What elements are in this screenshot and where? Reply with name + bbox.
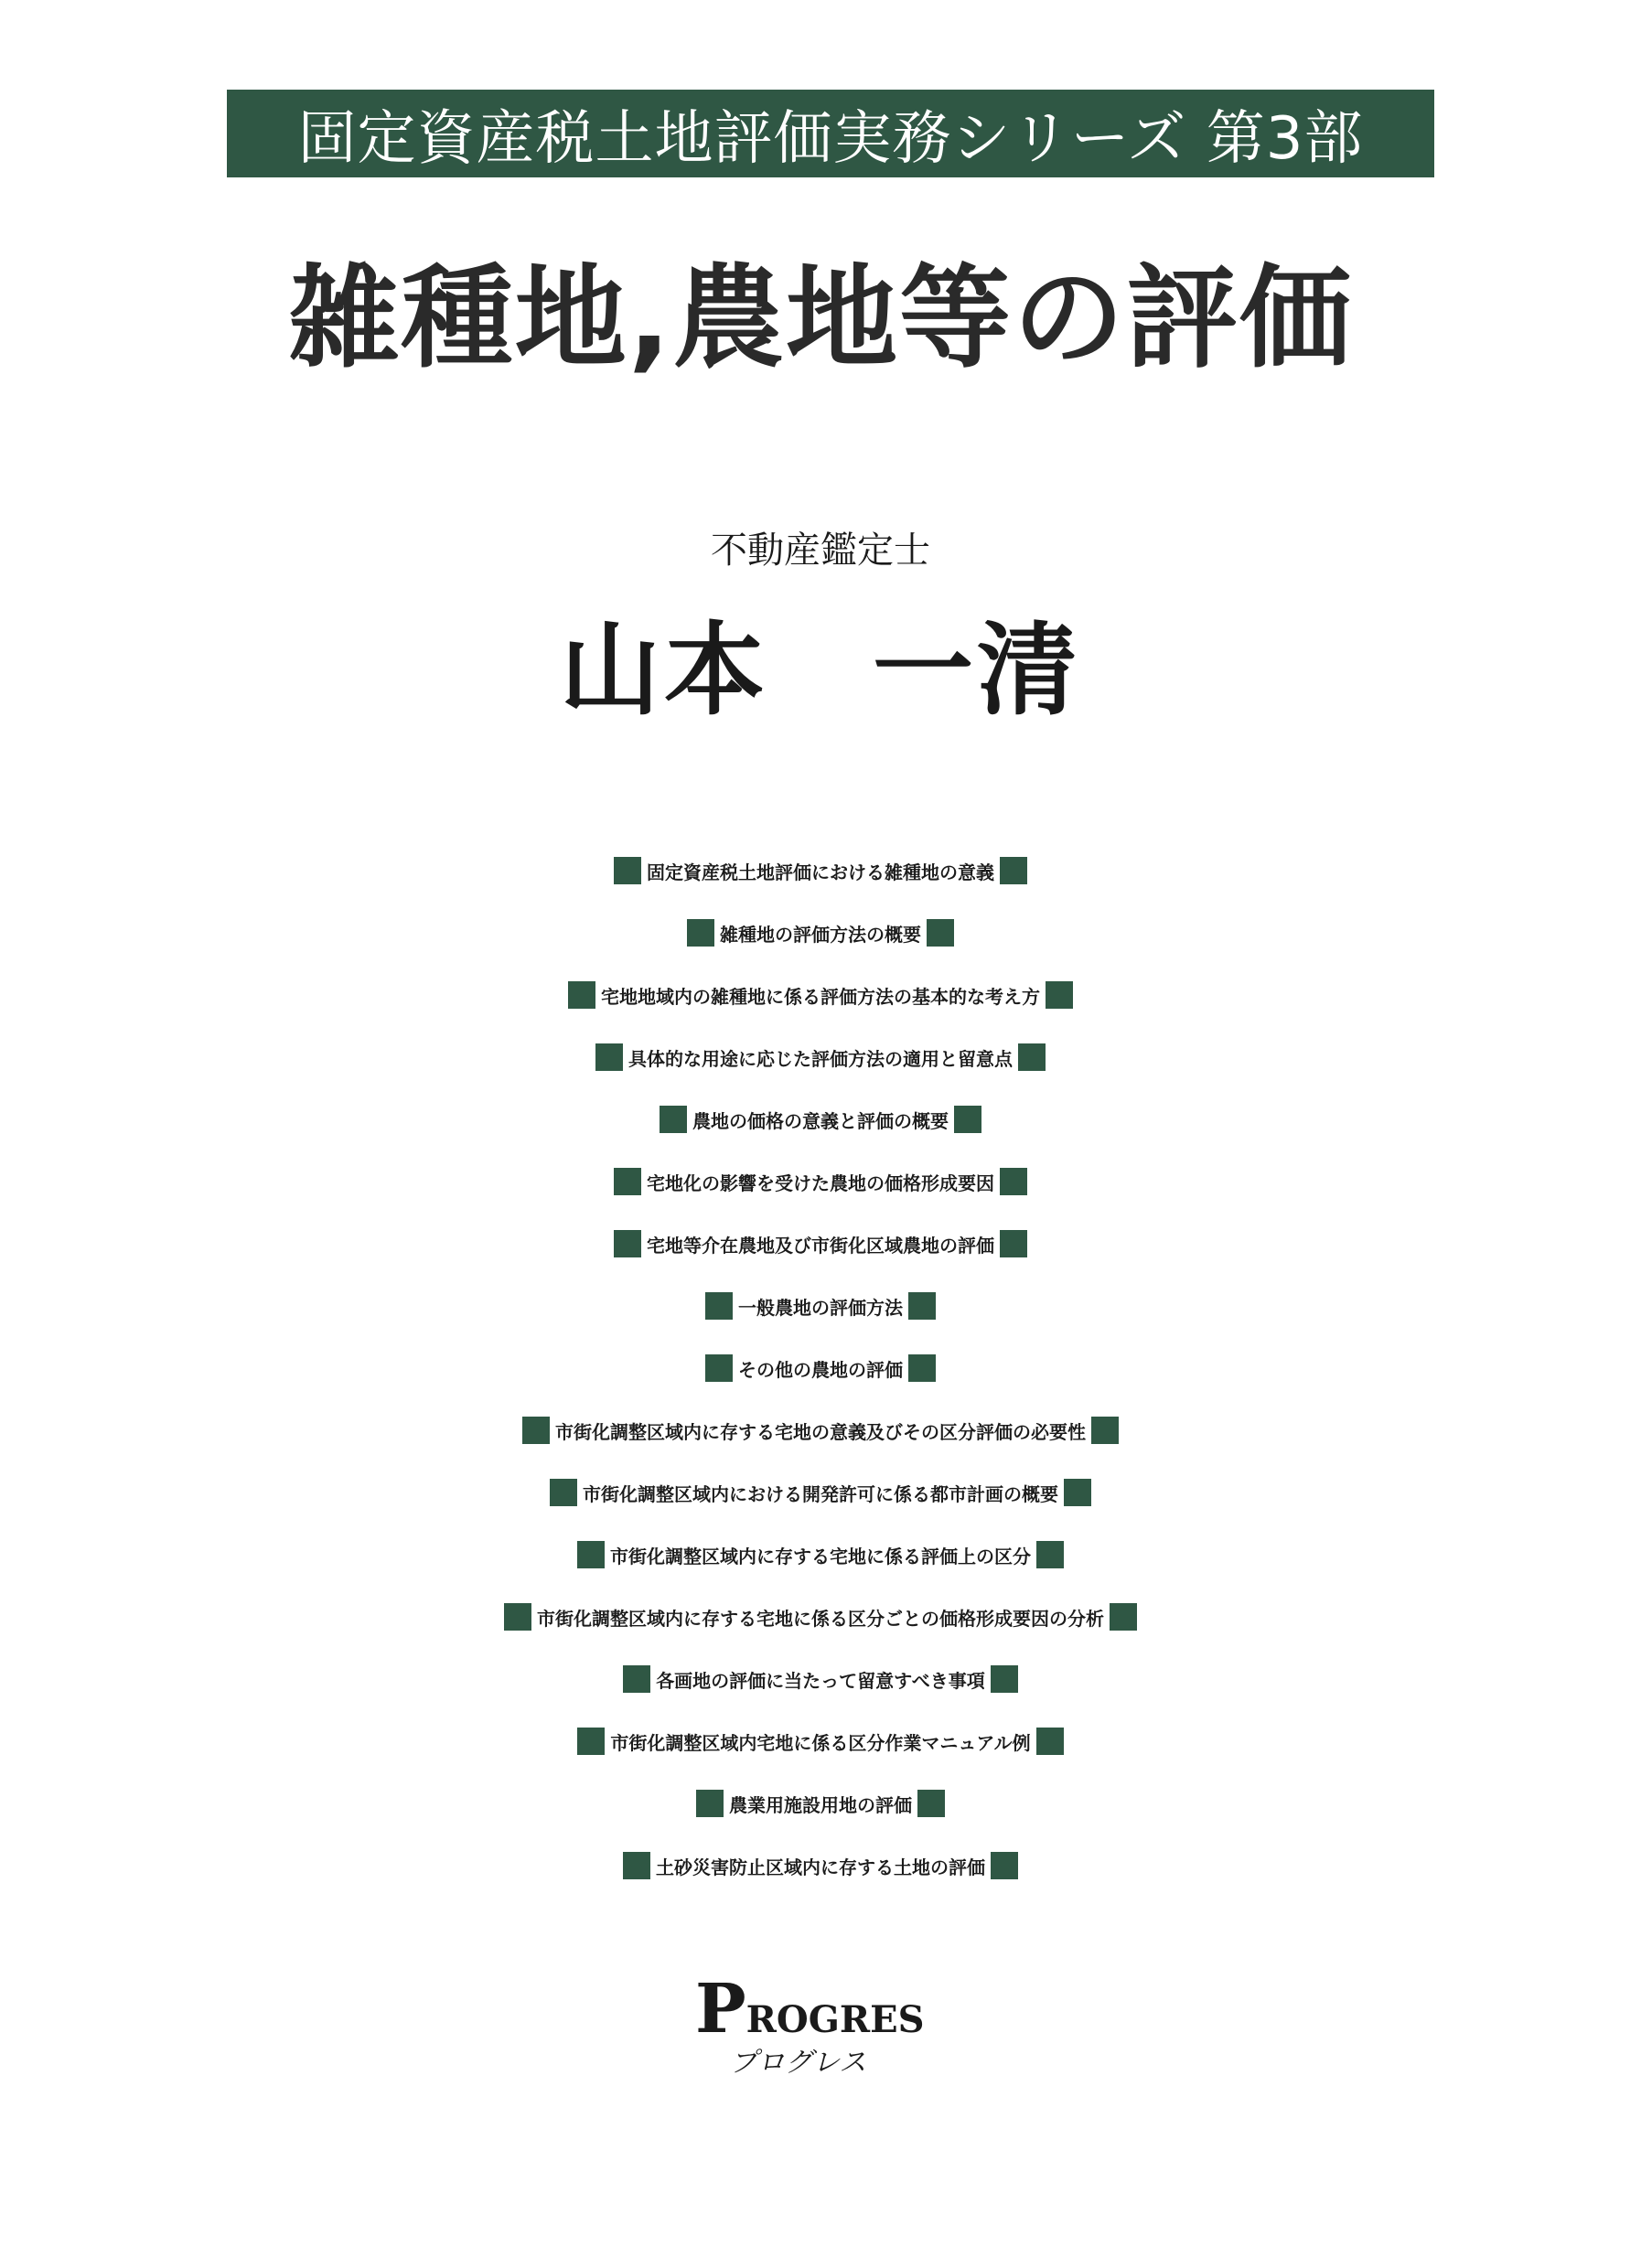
topic-item	[0, 1524, 1641, 1586]
square-bullet-icon	[908, 1354, 936, 1382]
topic-list	[0, 840, 1641, 1897]
square-bullet-icon	[1091, 1417, 1119, 1444]
author-name: 山本 一清	[560, 611, 1081, 729]
square-bullet-icon	[614, 1230, 641, 1257]
square-bullet-icon	[623, 1852, 650, 1879]
publisher-initial: P	[695, 1970, 746, 2049]
topic-text: 宅地地域内の雑種地に係る評価方法の基本的な考え方	[601, 985, 1040, 1008]
square-bullet-icon	[1110, 1603, 1137, 1631]
topic-text: 土砂災害防止区域内に存する土地の評価	[656, 1856, 985, 1878]
topic-text: 市街化調整区域内に存する宅地の意義及びその区分評価の必要性	[555, 1420, 1086, 1443]
topic-item	[0, 1461, 1641, 1524]
square-bullet-icon	[1036, 1541, 1064, 1568]
topic-item	[0, 1648, 1641, 1710]
topic-item	[0, 1026, 1641, 1088]
topic-item	[0, 902, 1641, 964]
topic-text: 農業用施設用地の評価	[729, 1793, 912, 1816]
square-bullet-icon	[577, 1541, 605, 1568]
topic-item	[0, 840, 1641, 902]
square-bullet-icon	[1018, 1043, 1046, 1071]
topic-text: その他の農地の評価	[738, 1358, 903, 1381]
square-bullet-icon	[908, 1292, 936, 1320]
topic-text: 市街化調整区域内における開発許可に係る都市計画の概要	[583, 1482, 1058, 1505]
square-bullet-icon	[991, 1852, 1018, 1879]
topic-text: 市街化調整区域内宅地に係る区分作業マニュアル例	[610, 1731, 1031, 1754]
topic-item	[0, 1586, 1641, 1648]
square-bullet-icon	[522, 1417, 550, 1444]
square-bullet-icon	[550, 1479, 577, 1506]
book-title: 雑種地,農地等の評価	[287, 253, 1354, 383]
topic-text: 宅地等介在農地及び市街化区域農地の評価	[647, 1234, 994, 1257]
square-bullet-icon	[1000, 857, 1027, 884]
square-bullet-icon	[1000, 1168, 1027, 1195]
topic-text: 雑種地の評価方法の概要	[720, 923, 921, 946]
square-bullet-icon	[1046, 981, 1073, 1009]
series-banner	[227, 90, 1434, 177]
publisher-name-rest: ROGRES	[745, 1998, 925, 2041]
topic-text: 宅地化の影響を受けた農地の価格形成要因	[647, 1171, 994, 1194]
topic-item	[0, 1213, 1641, 1275]
square-bullet-icon	[705, 1292, 733, 1320]
topic-text: 農地の価格の意義と評価の概要	[692, 1109, 949, 1132]
square-bullet-icon	[660, 1106, 687, 1133]
square-bullet-icon	[1000, 1230, 1027, 1257]
square-bullet-icon	[696, 1790, 724, 1817]
topic-text: 各画地の評価に当たって留意すべき事項	[656, 1669, 985, 1692]
square-bullet-icon	[614, 1168, 641, 1195]
square-bullet-icon	[504, 1603, 531, 1631]
square-bullet-icon	[595, 1043, 623, 1071]
topic-item	[0, 1337, 1641, 1399]
square-bullet-icon	[614, 857, 641, 884]
topic-text: 市街化調整区域内に存する宅地に係る区分ごとの価格形成要因の分析	[537, 1607, 1104, 1630]
publisher-kana: プログレス	[730, 2047, 867, 2079]
square-bullet-icon	[1036, 1728, 1064, 1755]
square-bullet-icon	[954, 1106, 981, 1133]
author-role: 不動産鑑定士	[711, 530, 930, 572]
topic-text: 具体的な用途に応じた評価方法の適用と留意点	[628, 1047, 1013, 1070]
series-title: 固定資産税土地評価実務シリーズ 第3部	[297, 105, 1364, 173]
square-bullet-icon	[687, 919, 714, 947]
square-bullet-icon	[705, 1354, 733, 1382]
topic-text: 市街化調整区域内に存する宅地に係る評価上の区分	[610, 1545, 1031, 1567]
square-bullet-icon	[577, 1728, 605, 1755]
square-bullet-icon	[927, 919, 954, 947]
topic-item	[0, 1772, 1641, 1835]
topic-item	[0, 1710, 1641, 1772]
topic-text: 一般農地の評価方法	[738, 1296, 903, 1319]
publisher-wordmark	[695, 1970, 925, 2049]
topic-item	[0, 1835, 1641, 1897]
topic-item	[0, 1150, 1641, 1213]
square-bullet-icon	[917, 1790, 945, 1817]
publisher-logo	[695, 1970, 933, 2085]
square-bullet-icon	[1064, 1479, 1091, 1506]
square-bullet-icon	[991, 1665, 1018, 1693]
square-bullet-icon	[623, 1665, 650, 1693]
topic-item	[0, 1399, 1641, 1461]
topic-item	[0, 964, 1641, 1026]
topic-item	[0, 1275, 1641, 1337]
topic-text: 固定資産税土地評価における雑種地の意義	[647, 861, 994, 883]
topic-item	[0, 1088, 1641, 1150]
square-bullet-icon	[568, 981, 595, 1009]
